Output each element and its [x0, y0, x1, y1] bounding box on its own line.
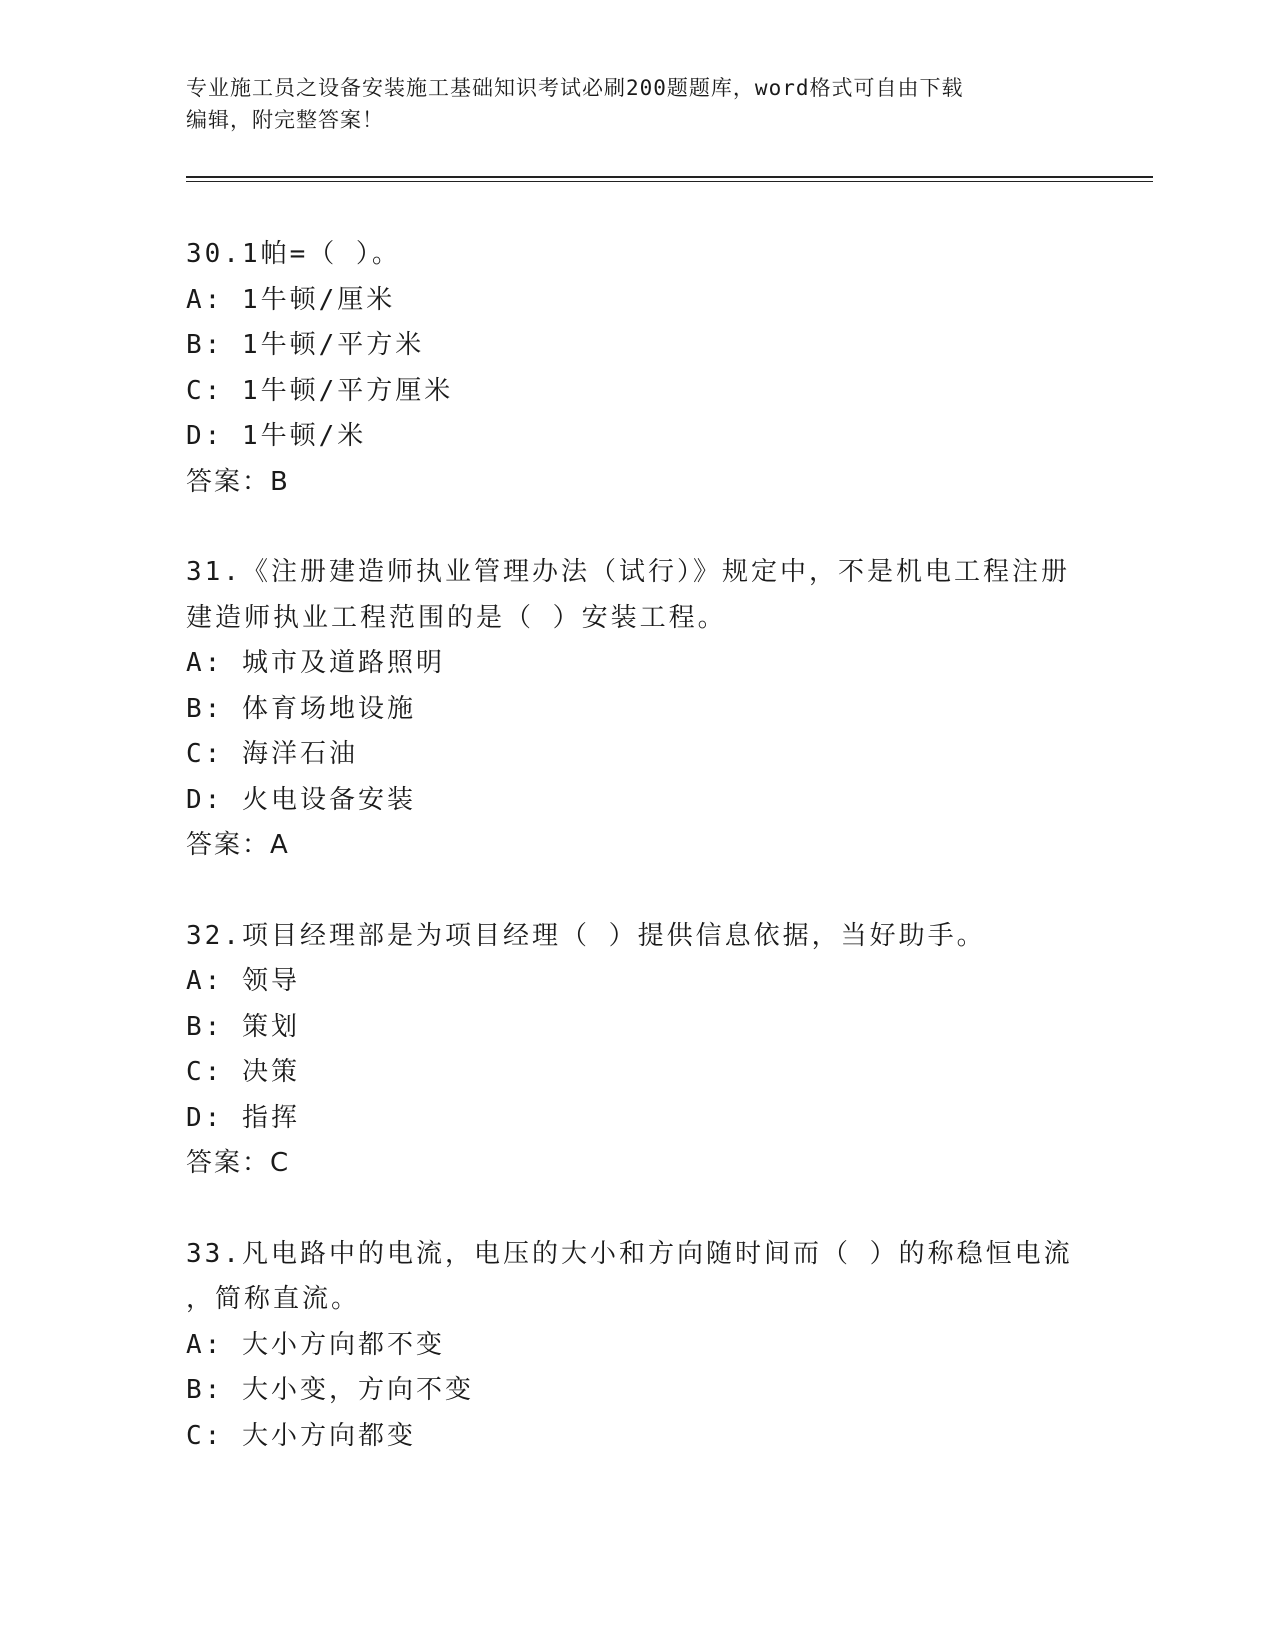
option-a: A: 大小方向都不变 — [186, 1329, 445, 1360]
option-c: C: 1牛顿/平方厘米 — [186, 375, 454, 406]
question-31 — [186, 550, 1086, 869]
question-stem: 33.凡电路中的电流，电压的大小和方向随时间而（ ）的称稳恒电流 — [186, 1238, 1073, 1269]
header-title-line-1: 专业施工员之设备安装施工基础知识考试必刷200题题库，word格式可自由下载 — [186, 76, 964, 100]
answer-label: 答案：A — [186, 830, 290, 860]
question-stem: 32.项目经理部是为项目经理（ ）提供信息依据，当好助手。 — [186, 920, 986, 951]
option-d: D: 火电设备安装 — [186, 784, 416, 815]
header-divider-thick — [186, 176, 1153, 178]
option-c: C: 大小方向都变 — [186, 1420, 416, 1451]
document-header — [186, 72, 1066, 136]
option-b: B: 大小变，方向不变 — [186, 1375, 474, 1405]
option-c: C: 海洋石油 — [186, 739, 358, 769]
answer-label: 答案：B — [186, 466, 290, 497]
header-title-line-2: 编辑，附完整答案！ — [186, 108, 384, 132]
question-stem: 31.《注册建造师执业管理办法（试行）》规定中，不是机电工程注册 — [186, 557, 1070, 587]
option-d: D: 1牛顿/米 — [186, 421, 367, 451]
header-divider-thin — [186, 181, 1153, 182]
option-a: A: 城市及道路照明 — [186, 648, 445, 678]
answer-label: 答案：C — [186, 1148, 291, 1178]
question-32 — [186, 914, 1086, 1187]
option-c: C: 决策 — [186, 1057, 300, 1087]
option-b: B: 体育场地设施 — [186, 693, 416, 724]
question-30 — [186, 232, 1086, 505]
question-stem: 30.1帕=（ ）。 — [186, 239, 401, 269]
option-d: D: 指挥 — [186, 1102, 300, 1133]
option-b: B: 1牛顿/平方米 — [186, 330, 425, 360]
question-stem-continued: 建造师执业工程范围的是（ ）安装工程。 — [186, 602, 727, 633]
question-list — [186, 232, 1086, 1504]
question-33 — [186, 1232, 1086, 1460]
option-a: A: 1牛顿/厘米 — [186, 284, 396, 315]
question-stem-continued: ，简称直流。 — [186, 1284, 361, 1314]
option-a: A: 领导 — [186, 966, 300, 996]
option-b: B: 策划 — [186, 1011, 300, 1042]
